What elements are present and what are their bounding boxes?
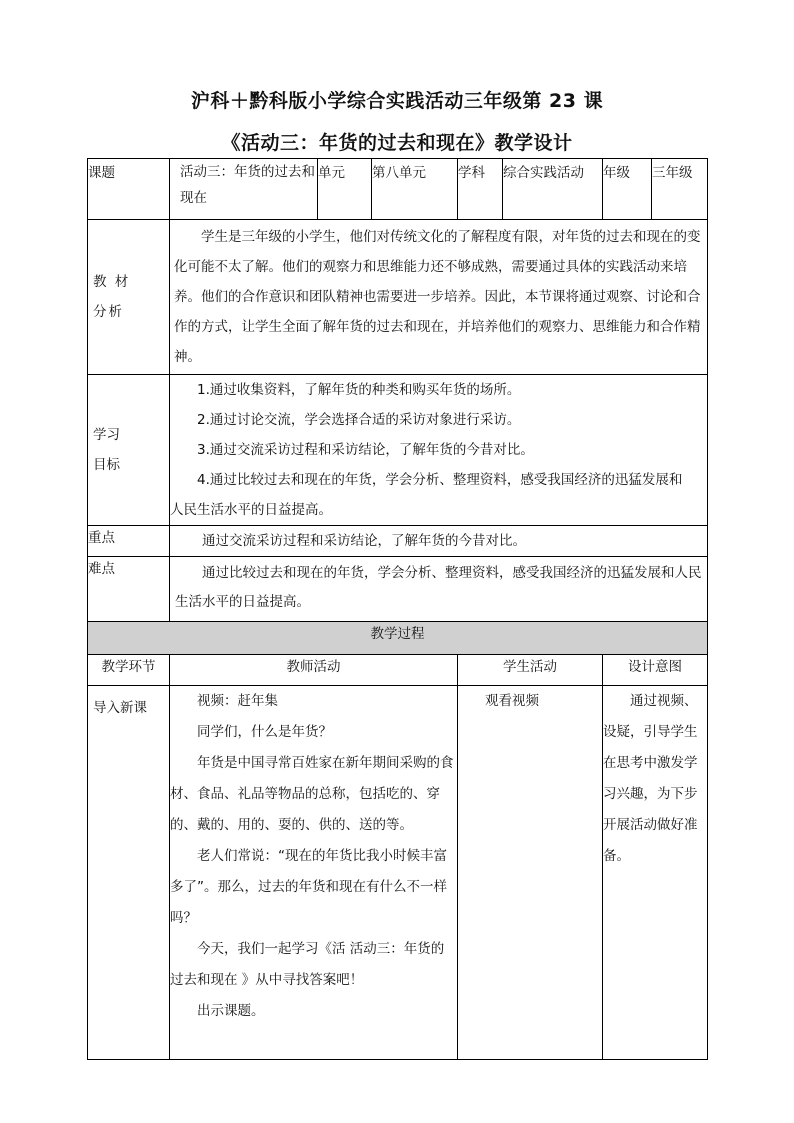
intro-stage: 导入新课	[88, 686, 170, 1060]
col-student: 学生活动	[458, 655, 603, 686]
col-teacher: 教师活动	[170, 655, 458, 686]
document-subtitle: 《活动三：年货的过去和现在》教学设计	[221, 132, 573, 154]
teacher-para-4: 老人们常说：“现在的年货比我小时候丰富多了”。那么，过去的年货和现在有什么不一样吗？	[170, 848, 447, 926]
teacher-activity	[170, 686, 458, 1060]
key-point-label: 重点	[88, 526, 170, 557]
goal-item-3: 3.通过交流采访过程和采访结论，了解年货的今昔对比。	[197, 442, 534, 458]
process-column-header	[88, 655, 708, 686]
lesson-plan-table	[87, 158, 708, 1060]
difficulty-row	[88, 557, 708, 622]
goals-row	[88, 375, 708, 526]
goal-item-2: 2.通过讨论交流，学会选择合适的采访对象进行采访。	[197, 412, 521, 428]
difficulty-text: 通过比较过去和现在的年货，学会分析、整理资料，感受我国经济的迅猛发展和人民生活水平的日益提高。	[175, 565, 702, 610]
teacher-para-3: 年货是中国寻常百姓家在新年期间采购的食材、食品、礼品等物品的总称，包括吃的、穿的、戴的、用的、耍的、供的、送的等。	[170, 755, 454, 833]
teacher-para-6: 出示课题。	[197, 1003, 265, 1019]
process-heading: 教学过程	[88, 622, 708, 655]
teacher-para-2: 同学们，什么是年货？	[197, 724, 332, 740]
grade-label: 年级	[603, 159, 652, 220]
goals-label: 学习 目标	[93, 427, 120, 473]
goal-item-4-cont: 人民生活水平的日益提高。	[170, 502, 332, 518]
analysis-label: 教 材 分析	[93, 274, 131, 320]
info-row	[88, 159, 708, 220]
teacher-para-1: 视频：赶年集	[197, 693, 278, 709]
intro-row	[88, 686, 708, 1060]
design-intent: 通过视频、设疑，引导学生在思考中激发学习兴趣，为下步开展活动做好准备。	[603, 693, 698, 864]
unit-label: 单元	[318, 159, 372, 220]
student-activity: 观看视频	[485, 693, 539, 709]
process-heading-row	[88, 622, 708, 655]
analysis-row	[88, 220, 708, 375]
goal-item-4: 4.通过比较过去和现在的年货，学会分析、整理资料，感受我国经济的迅猛发展和	[197, 472, 683, 488]
difficulty-label: 难点	[88, 557, 170, 622]
unit-value: 第八单元	[372, 159, 458, 220]
topic-value: 活动三：年货的过去和现在	[170, 159, 318, 220]
topic-label: 课题	[88, 159, 170, 220]
key-point-row	[88, 526, 708, 557]
analysis-text: 学生是三年级的小学生，他们对传统文化的了解程度有限，对年货的过去和现在的变化可能不太了解。他们的观察力和思维能力还不够成熟，需要通过具体的实践活动来培养。他们的合作意识和团队精神也需要进一步培养。因此，本节课将通过观察、讨论和合作的方式，让学生全面了解年货的过去和现在，并培养他们的观察力、思维能力和合作精神。	[174, 229, 701, 365]
teacher-para-5: 今天，我们一起学习《活 活动三：年货的过去和现在 》从中寻找答案吧！	[170, 941, 445, 988]
document-title: 沪科＋黔科版小学综合实践活动三年级第 23 课	[190, 90, 604, 112]
key-point-text: 通过交流采访过程和采访结论，了解年货的今昔对比。	[202, 533, 526, 549]
goal-item-1: 1.通过收集资料，了解年货的种类和购买年货的场所。	[197, 382, 521, 398]
col-intent: 设计意图	[603, 655, 708, 686]
grade-value: 三年级	[652, 159, 708, 220]
subject-value: 综合实践活动	[503, 159, 603, 220]
col-stage: 教学环节	[88, 655, 170, 686]
subject-label: 学科	[458, 159, 503, 220]
